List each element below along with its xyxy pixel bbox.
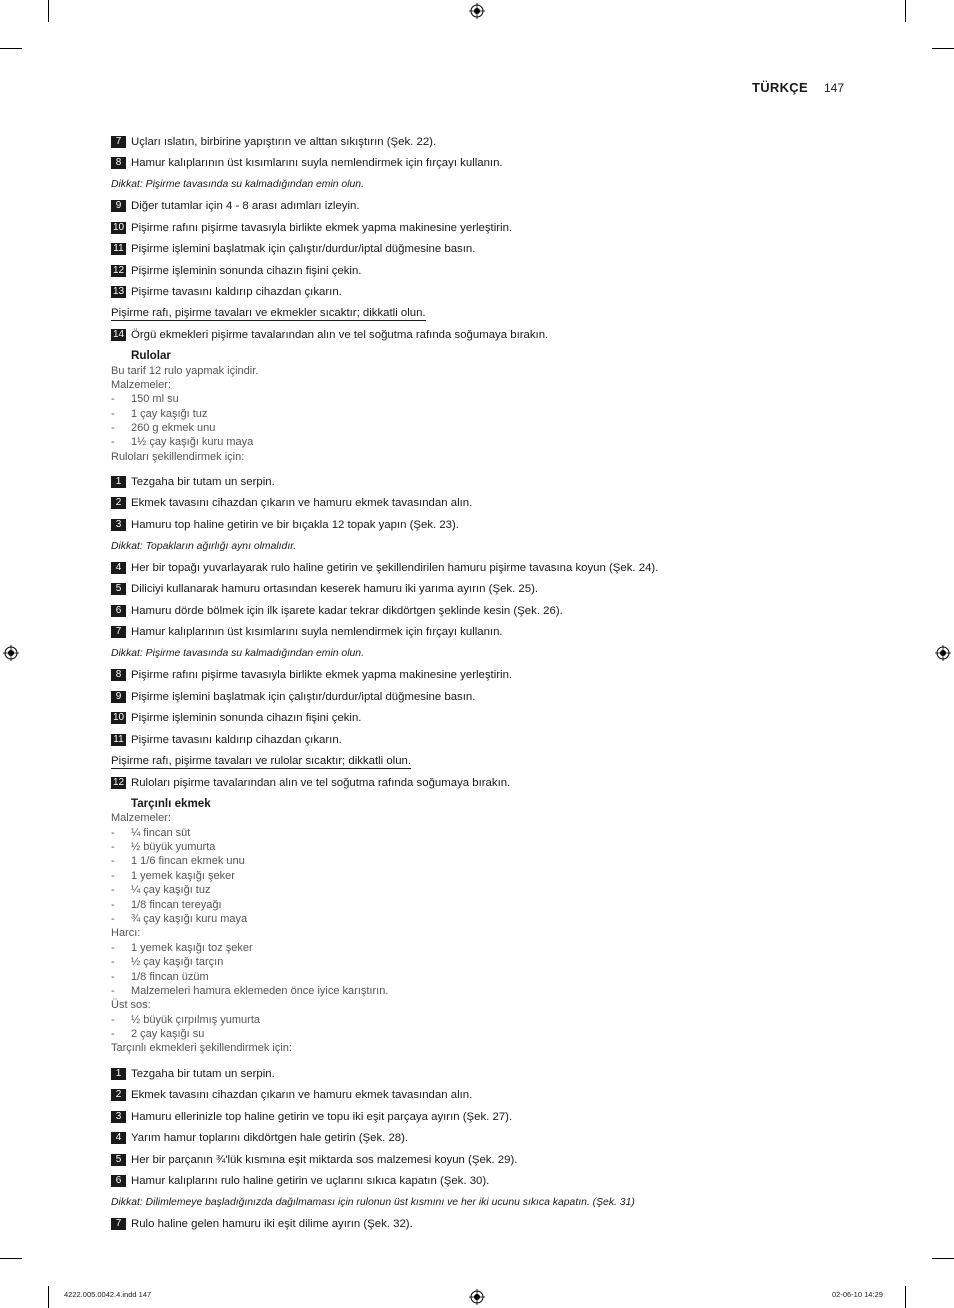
body-text: Harcı: — [111, 927, 141, 940]
step-text: Her bir topağı yuvarlayarak rulo haline getirin ve şekillendirilen hamuru pişirme tavasına koyun (Şek. 24). — [131, 561, 659, 574]
section-heading: Rulolar — [131, 349, 171, 362]
step-number: 12 — [112, 776, 125, 788]
step-number: 11 — [111, 734, 126, 746]
step-text: Pişirme işleminin sonunda cihazın fişini çekin. — [131, 712, 362, 725]
note-text: Dikkat: Pişirme tavasında su kalmadığından emin olun. — [111, 179, 364, 190]
step-number: 3 — [111, 1111, 126, 1123]
step-number: 2 — [111, 1089, 126, 1101]
step-number: 7 — [111, 1218, 126, 1230]
list-item-text: ½ çay kaşığı tarçın — [131, 956, 224, 969]
list-item-text: 260 g ekmek unu — [131, 422, 216, 435]
step-number: 2 — [111, 497, 126, 509]
list-item-text: 1/8 fincan tereyağı — [131, 898, 222, 911]
footer-file: 4222.005.0042.4.indd 147 — [64, 1290, 152, 1299]
page-number: 147 — [824, 81, 845, 95]
step-item — [111, 1170, 831, 1192]
step-number: 3 — [111, 519, 126, 531]
list-item-text: ½ büyük çırpılmış yumurta — [131, 1013, 260, 1026]
step-number: 5 — [111, 1154, 126, 1166]
list-item — [111, 984, 831, 998]
footer-date: 02-06-10 14:29 — [832, 1290, 883, 1299]
step-text: Rulo haline gelen hamuru iki eşit dilime ayırın (Şek. 32). — [131, 1218, 413, 1231]
list-dash: - — [111, 407, 115, 420]
list-dash: - — [111, 941, 115, 954]
step-text: Örgü ekmekleri pişirme tavalarından alın ve tel soğutma rafında soğumaya bırakın. — [131, 329, 549, 342]
step-item — [111, 579, 831, 601]
warning-text — [111, 751, 831, 773]
step-text: Diğer tutamlar için 4 - 8 arası adımları izleyin. — [131, 200, 360, 213]
step-number: 5 — [111, 583, 126, 595]
step-text: Yarım hamur toplarını dikdörtgen hale getirin (Şek. 28). — [131, 1132, 409, 1145]
list-dash: - — [111, 984, 115, 997]
list-item — [111, 1013, 831, 1027]
step-text: Pişirme işleminin sonunda cihazın fişini çekin. — [131, 264, 362, 277]
step-item — [111, 729, 831, 751]
step-text: Pişirme rafını pişirme tavasıyla birlikte ekmek yapma makinesine yerleştirin. — [131, 669, 513, 682]
list-dash: - — [111, 393, 115, 406]
list-dash: - — [111, 855, 115, 868]
step-item — [111, 665, 831, 687]
list-item-text: 1 yemek kaşığı şeker — [131, 869, 235, 882]
step-text: Ekmek tavasını cihazdan çıkarın ve hamuru ekmek tavasından alın. — [131, 497, 473, 510]
step-item — [111, 1106, 831, 1128]
step-item — [111, 686, 831, 708]
step-item — [111, 260, 831, 282]
list-item-text: 1 yemek kaşığı toz şeker — [131, 941, 253, 954]
list-dash: - — [111, 1013, 115, 1026]
list-dash: - — [111, 826, 115, 839]
list-item — [111, 407, 831, 421]
step-number: 9 — [111, 200, 126, 212]
list-item-text: 1/8 fincan üzüm — [131, 970, 209, 983]
section-language: TÜRKÇE — [752, 80, 808, 95]
step-item — [111, 217, 831, 239]
step-item — [111, 622, 831, 644]
list-dash: - — [111, 884, 115, 897]
list-item — [111, 1027, 831, 1041]
crop-mark — [0, 48, 22, 49]
step-text: Pişirme tavasını kaldırıp cihazdan çıkarın. — [131, 733, 342, 746]
list-dash: - — [111, 1028, 115, 1041]
list-item — [111, 883, 831, 897]
list-item — [111, 840, 831, 854]
step-number: 14 — [112, 329, 125, 341]
crop-mark — [905, 1286, 906, 1308]
step-text: Hamuru dörde bölmek için ilk işarete kadar tekrar dikdörtgen şeklinde kesin (Şek. 26). — [131, 604, 563, 617]
registration-mark-icon — [935, 645, 951, 661]
list-item-text: 150 ml su — [131, 393, 179, 406]
crop-mark — [0, 1258, 22, 1259]
list-dash: - — [111, 956, 115, 969]
list-item-text: 2 çay kaşığı su — [131, 1028, 205, 1041]
step-item — [111, 131, 831, 153]
page-content — [111, 131, 831, 1235]
registration-mark-icon — [3, 645, 19, 661]
step-item — [111, 239, 831, 261]
warning-label: Pişirme rafı, pişirme tavaları ve ekmekler sıcaktır; dikkatli olun. — [111, 307, 426, 319]
list-item — [111, 898, 831, 912]
step-item — [111, 1063, 831, 1085]
body-text: Tarçınlı ekmekleri şekillendirmek için: — [111, 1042, 292, 1055]
list-dash: - — [111, 436, 115, 449]
step-text: Hamuru top haline getirin ve bir bıçakla 12 topak yapın (Şek. 23). — [131, 518, 459, 531]
step-text: Tezgaha bir tutam un serpin. — [131, 1067, 275, 1080]
list-item-text: 1½ çay kaşığı kuru maya — [131, 436, 254, 449]
step-item — [111, 557, 831, 579]
body-text: Üst sos: — [111, 999, 151, 1012]
step-item — [111, 1084, 831, 1106]
note-text: Dikkat: Pişirme tavasında su kalmadığından emin olun. — [111, 648, 364, 660]
list-item-text: ¼ çay kaşığı tuz — [131, 884, 211, 897]
step-number: 8 — [111, 669, 126, 681]
list-item-text: ½ büyük yumurta — [131, 841, 216, 854]
step-number: 11 — [111, 243, 126, 255]
step-number: 8 — [111, 157, 126, 169]
list-dash: - — [111, 869, 115, 882]
registration-mark-icon — [469, 1289, 485, 1305]
crop-mark — [932, 1258, 954, 1259]
warning-text — [111, 303, 831, 325]
step-item — [111, 282, 831, 304]
step-item — [111, 493, 831, 515]
step-number: 10 — [112, 221, 125, 233]
step-number: 6 — [111, 1175, 126, 1187]
step-number: 4 — [111, 1132, 126, 1144]
list-item — [111, 854, 831, 868]
list-dash: - — [111, 970, 115, 983]
step-item — [111, 1213, 831, 1235]
list-item — [111, 955, 831, 969]
step-number: 1 — [111, 476, 126, 488]
section-heading: Tarçınlı ekmek — [131, 796, 211, 810]
step-item — [111, 471, 831, 493]
crop-mark — [932, 48, 954, 49]
list-item — [111, 869, 831, 883]
step-text: Diliciyi kullanarak hamuru ortasından keserek hamuru iki yarıma ayırın (Şek. 25). — [131, 583, 539, 596]
step-item — [111, 325, 831, 347]
step-number: 1 — [111, 1068, 126, 1080]
step-number: 12 — [112, 264, 125, 276]
list-dash: - — [111, 898, 115, 911]
step-item — [111, 153, 831, 175]
step-number: 7 — [111, 136, 126, 148]
step-text: Her bir parçanın ¾'lük kısmına eşit miktarda sos malzemesi koyun (Şek. 29). — [131, 1153, 518, 1166]
list-item — [111, 970, 831, 984]
step-text: Hamur kalıplarının üst kısımlarını suyla nemlendirmek için fırçayı kullanın. — [131, 626, 503, 639]
crop-mark — [48, 1286, 49, 1308]
step-item — [111, 196, 831, 218]
list-dash: - — [111, 912, 115, 925]
list-item-text: ¼ fincan süt — [131, 826, 191, 839]
step-text: Ekmek tavasını cihazdan çıkarın ve hamuru ekmek tavasından alın. — [131, 1089, 473, 1102]
step-item — [111, 1149, 831, 1171]
step-item — [111, 514, 831, 536]
spacer — [111, 464, 831, 471]
step-number: 4 — [111, 562, 126, 574]
step-text: Pişirme tavasını kaldırıp cihazdan çıkarın. — [131, 286, 342, 299]
crop-mark — [48, 0, 49, 22]
crop-mark — [905, 0, 906, 22]
list-item-text: Malzemeleri hamura eklemeden önce iyice karıştırın. — [131, 984, 389, 997]
step-text: Pişirme işlemini başlatmak için çalıştır/durdur/iptal düğmesine basın. — [131, 243, 476, 256]
registration-mark-icon — [469, 3, 485, 19]
list-item — [111, 941, 831, 955]
step-text: Ruloları pişirme tavalarından alın ve tel soğutma rafında soğumaya bırakın. — [131, 776, 511, 789]
step-number: 9 — [111, 691, 126, 703]
step-number: 7 — [111, 626, 126, 638]
list-item — [111, 826, 831, 840]
list-dash: - — [111, 841, 115, 854]
step-text: Hamur kalıplarını rulo haline getirin ve uçlarını sıkıca kapatın (Şek. 30). — [131, 1175, 490, 1188]
step-number: 13 — [112, 286, 125, 298]
step-text: Pişirme rafını pişirme tavasıyla birlikte ekmek yapma makinesine yerleştirin. — [131, 221, 513, 234]
body-text: Bu tarif 12 rulo yapmak içindir. — [111, 364, 259, 377]
body-text: Ruloları şekillendirmek için: — [111, 450, 245, 463]
step-item — [111, 1127, 831, 1149]
list-item-text: 1 çay kaşığı tuz — [131, 407, 208, 420]
note-text: Dikkat: Topakların ağırlığı aynı olmalıdır. — [111, 540, 297, 552]
body-text: Malzemeler: — [111, 812, 171, 825]
list-item — [111, 392, 831, 406]
list-item-text: ¾ çay kaşığı kuru maya — [131, 912, 248, 925]
step-item — [111, 772, 831, 794]
step-text: Hamur kalıplarının üst kısımlarını suyla nemlendirmek için fırçayı kullanın. — [131, 157, 503, 170]
list-item-text: 1 1/6 fincan ekmek unu — [131, 855, 245, 868]
step-text: Hamuru ellerinizle top haline getirin ve topu iki eşit parçaya ayırın (Şek. 27). — [131, 1110, 513, 1123]
step-item — [111, 708, 831, 730]
list-item — [111, 421, 831, 435]
warning-label: Pişirme rafı, pişirme tavaları ve rulolar sıcaktır; dikkatli olun. — [111, 754, 412, 767]
step-number: 6 — [111, 605, 126, 617]
list-item — [111, 435, 831, 449]
step-item — [111, 600, 831, 622]
step-text: Pişirme işlemini başlatmak için çalıştır/durdur/iptal düğmesine basın. — [131, 690, 476, 703]
note-text: Dikkat: Dilimlemeye başladığınızda dağılmaması için rulonun üst kısmını ve her iki ucunu sıkıca kapatın. (Şek. 31) — [111, 1196, 635, 1208]
step-text: Uçları ıslatın, birbirine yapıştırın ve alttan sıkıştırın (Şek. 22). — [131, 135, 437, 148]
list-item — [111, 912, 831, 926]
step-number: 10 — [112, 712, 125, 724]
body-text: Malzemeler: — [111, 378, 171, 391]
spacer — [111, 1056, 831, 1063]
list-dash: - — [111, 422, 115, 435]
step-text: Tezgaha bir tutam un serpin. — [131, 475, 275, 488]
